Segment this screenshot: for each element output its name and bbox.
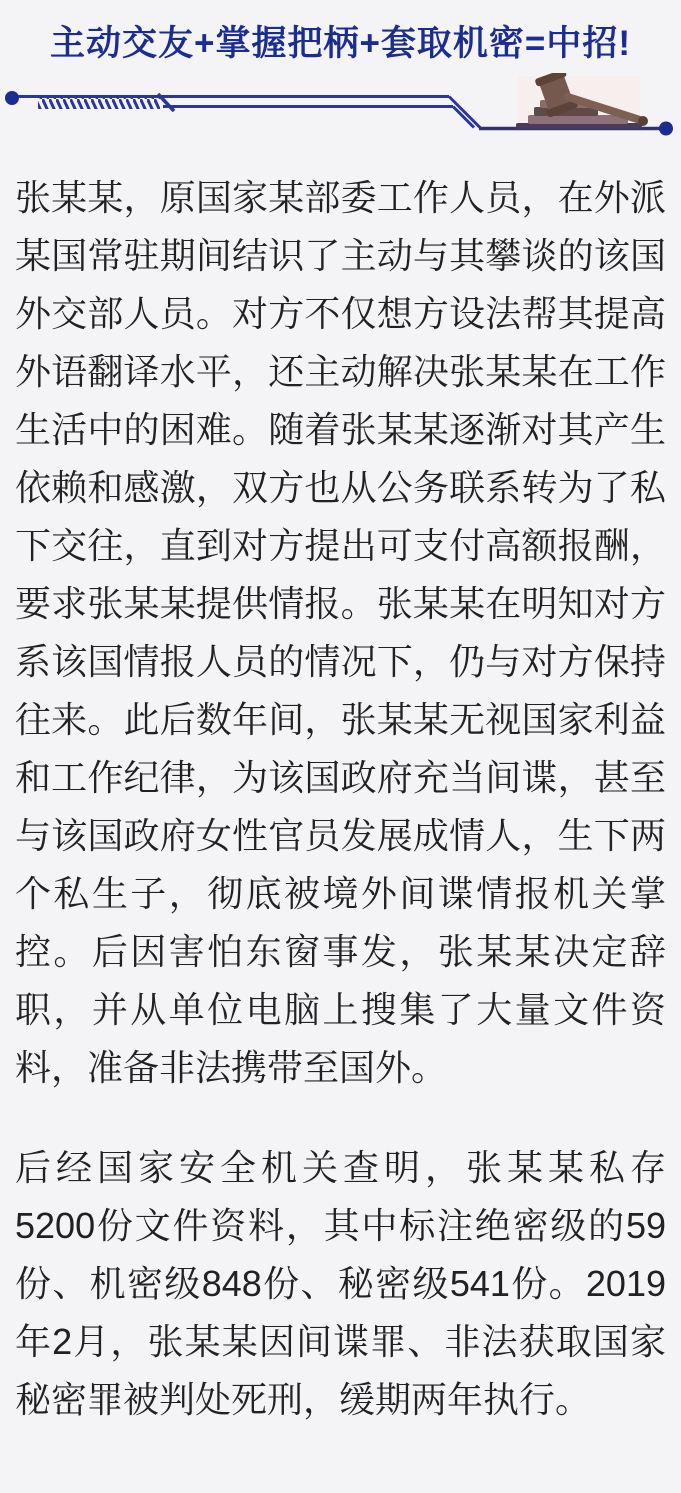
divider-right-dot: [659, 122, 673, 136]
article-body: [15, 169, 666, 1429]
gavel-icon: [516, 73, 648, 129]
paragraph-case-story: 张某某，原国家某部委工作人员，在外派某国常驻期间结识了主动与其攀谈的该国外交部人员。对方不仅想方设法帮其提高外语翻译水平，还主动解决张某某在工作生活中的困难。随着张某某逐渐对其产生依赖和感激，双方也从公务联系转为了私下交往，直到对方提出可支付高额报酬，要求张某某提供情报。张某某在明知对方系该国情报人员的情况下，仍与对方保持往来。此后数年间，张某某无视国家利益和工作纪律，为该国政府充当间谍，甚至与该国政府女性官员发展成情人，生下两个私生子，彻底被境外间谍情报机关掌控。后因害怕东窗事发，张某某决定辞职，并从单位电脑上搜集了大量文件资料，准备非法携带至国外。: [15, 177, 666, 1088]
hatch-band: [38, 98, 160, 109]
divider-graphic: [0, 73, 681, 145]
paragraph-verdict: 后经国家安全机关查明，张某某私存5200份文件资料，其中标注绝密级的59份、机密级848份、秘密级541份。2019年2月，张某某因间谍罪、非法获取国家秘密罪被判处死刑，缓期两年执行。: [15, 1147, 666, 1420]
divider-left-dot: [5, 91, 19, 105]
article-title: 主动交友+掌握把柄+套取机密=中招!: [50, 24, 631, 63]
section-divider: [0, 73, 681, 145]
